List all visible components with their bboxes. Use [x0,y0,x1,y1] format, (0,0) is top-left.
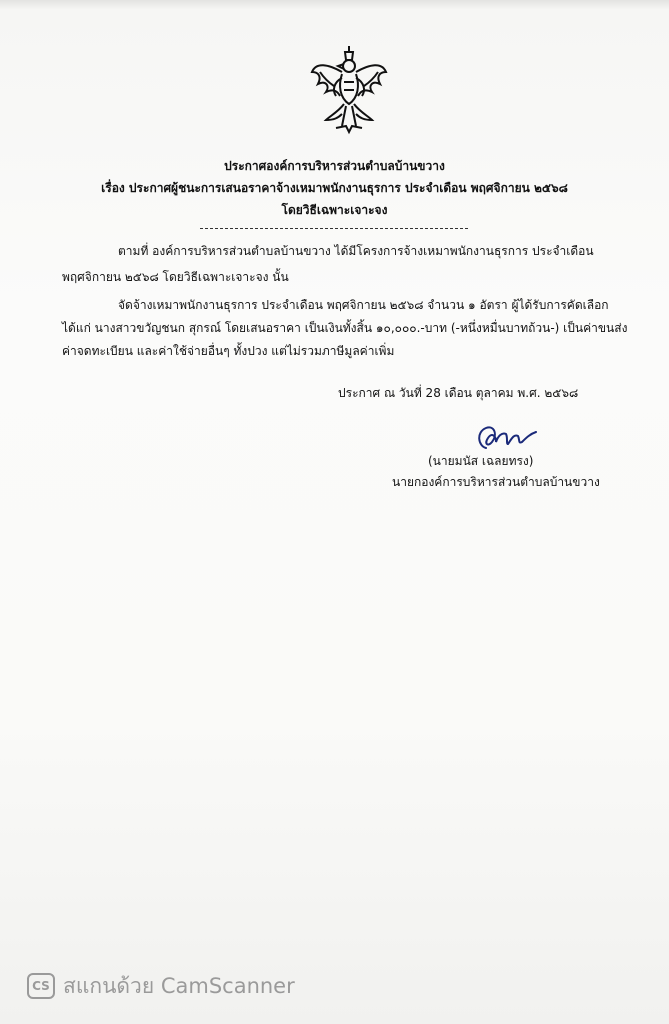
announcement-date: ประกาศ ณ วันที่ 28 เดือน ตุลาคม พ.ศ. ๒๕๖๘ [338,386,579,400]
para2-line1: จัดจ้างเหมาพนักงานธุรการ ประจำเดือน พฤศจิกายน ๒๕๖๘ จำนวน ๑ อัตรา ผู้ได้รับการคัดเลือก [118,298,609,312]
camscanner-watermark [27,969,295,1003]
signatory-name: (นายมนัส เฉลยทรง) [428,454,534,468]
subject-line: เรื่อง ประกาศผู้ชนะการเสนอราคาจ้างเหมาพนักงานธุรการ ประจำเดือน พฤศจิกายน ๒๕๖๘ [101,181,568,195]
handwritten-signature [472,420,542,454]
divider-line [200,228,468,229]
para2-line2: ได้แก่ นางสาวขวัญชนก สุกรณ์ โดยเสนอราคา เป็นเงินทั้งสิ้น ๑๐,๐๐๐.-บาท (-หนึ่งหมื่นบาทถ้วน-) เป็นค่าขนส่ง [62,321,628,335]
method-line: โดยวิธีเฉพาะเจาะจง [281,203,388,217]
para2-line3: ค่าจดทะเบียน และค่าใช้จ่ายอื่นๆ ทั้งปวง แต่ไม่รวมภาษีมูลค่าเพิ่ม [62,344,395,358]
camscanner-logo-icon: CS [27,973,55,999]
org-title: ประกาศองค์การบริหารส่วนตำบลบ้านขวาง [224,159,445,173]
signatory-position: นายกองค์การบริหารส่วนตำบลบ้านขวาง [392,475,600,489]
garuda-emblem-icon [308,42,390,136]
scan-top-bleed [0,0,669,10]
para1-line2: พฤศจิกายน ๒๕๖๘ โดยวิธีเฉพาะเจาะจง นั้น [62,270,289,284]
para1-line1: ตามที่ องค์การบริหารส่วนตำบลบ้านขวาง ได้มีโครงการจ้างเหมาพนักงานธุรการ ประจำเดือน [118,244,594,258]
watermark-text: สแกนด้วย CamScanner [63,973,295,998]
